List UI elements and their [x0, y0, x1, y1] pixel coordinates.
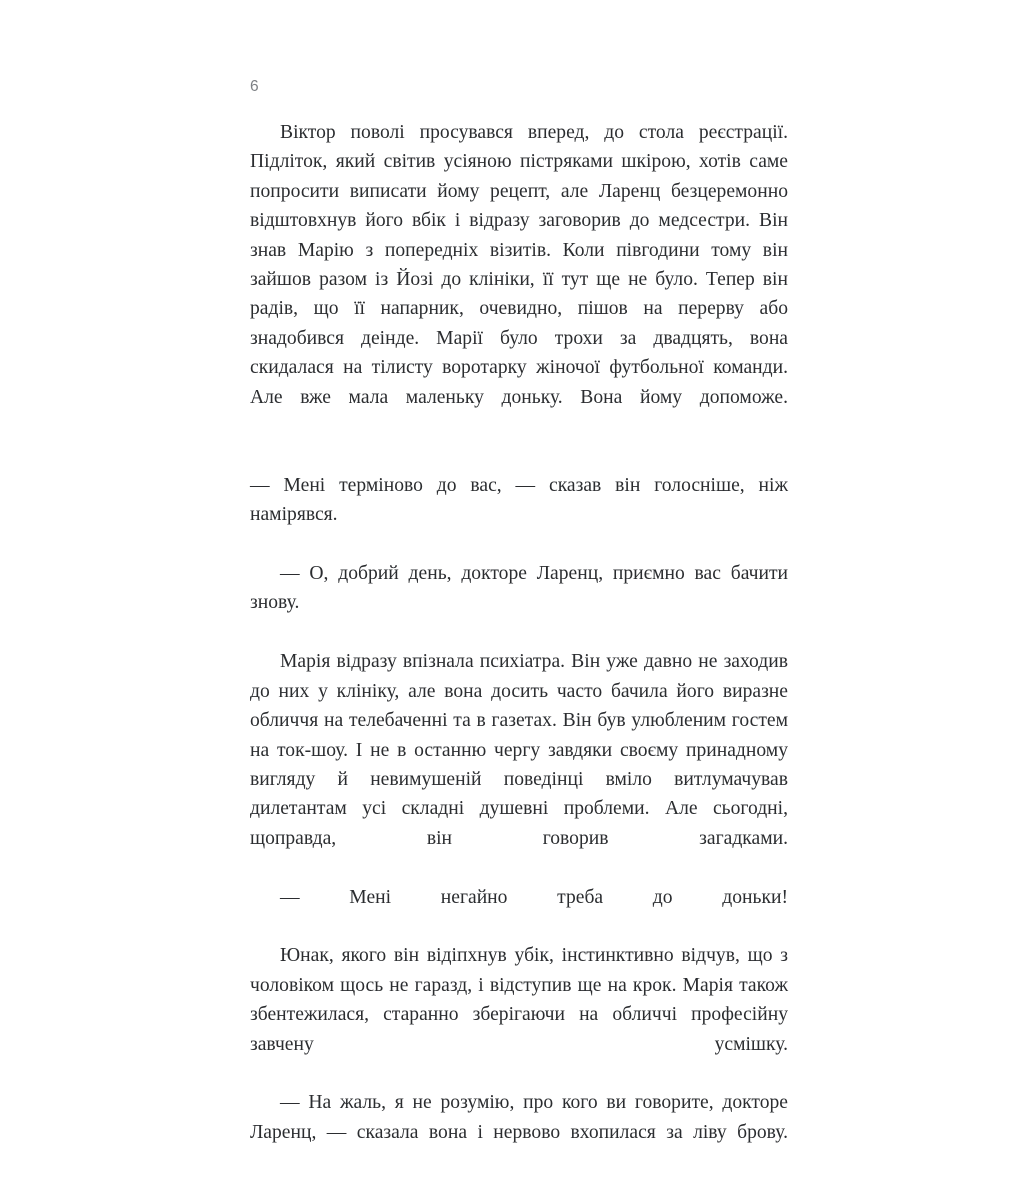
paragraph-dialogue: — На жаль, я не розумію, про кого ви говорите, докторе Ларенц, — сказала вона і нервово вхопилася за ліву брову. [250, 1092, 788, 1143]
paragraph-narrative: Віктор поволі просувався вперед, до стола реєстрації. Підліток, який світив усіяною пістряками шкірою, хотів саме попросити виписати йому рецепт, але Ларенц безцеремонно відштовхнув його вбік і відразу заговорив до медсестри. Він знав Марію з попередніх візитів. Коли півгодини тому він зайшов разом із Йозі до клініки, її тут ще не було. Тепер він радів, що її напарник, очевидно, пішов на перерву або знадобився деінде. Марії було трохи за двадцять, вона скидалася на тілисту воротарку жіночої футбольної команди. Але вже мала маленьку доньку. Вона йому допоможе. [250, 122, 788, 408]
paragraph-narrative: Марія відразу впізнала психіатра. Він уже давно не заходив до них у клініку, але вона досить часто бачила його виразне обличчя на телебаченні та в газетах. Він був улюбленим гостем на ток-шоу. І не в останню чергу завдяки своєму принадному вигляду й невимушеній поведінці вміло витлумачував дилетантам усі складні душевні проблеми. Але сьогодні, щоправда, він говорив загадками. [250, 651, 788, 849]
paragraph-spacer [250, 441, 788, 470]
paragraph-dialogue: — Мені негайно треба до доньки! [280, 886, 788, 908]
paragraph-narrative: Юнак, якого він відіпхнув убік, інстинктивно відчув, що з чоловіком щось не гаразд, і відступив ще на крок. Марія також збентежилася, старанно зберігаючи на обличчі професійну завчену усмішку. [250, 945, 788, 1055]
body-text-column [250, 118, 788, 1177]
paragraph-dialogue: — О, добрий день, докторе Ларенц, приємно вас бачити знову. [250, 563, 788, 614]
page-number: 6 [250, 78, 259, 95]
paragraph-dialogue: — Мені терміново до вас, — сказав він голосніше, ніж намірявся. [250, 474, 788, 526]
